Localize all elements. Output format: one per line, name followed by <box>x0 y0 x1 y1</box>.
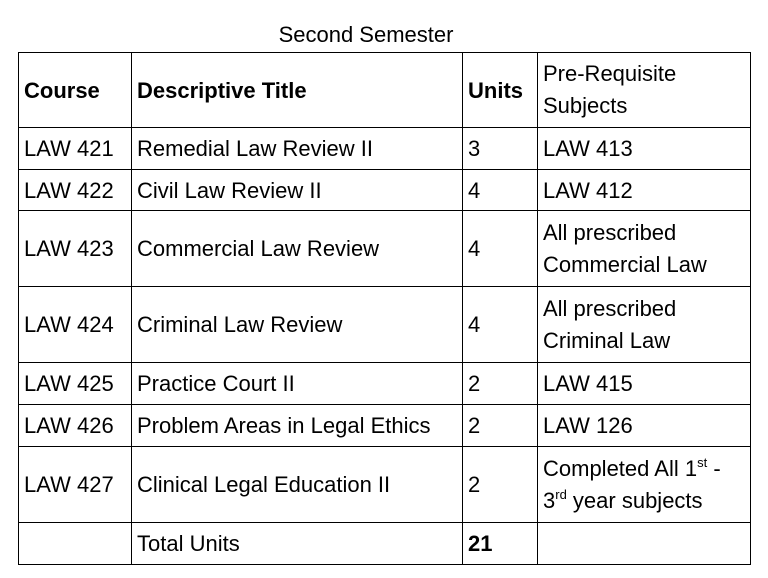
header-title: Descriptive Title <box>132 53 463 128</box>
cell-prereq: LAW 413 <box>538 128 751 170</box>
cell-title: Clinical Legal Education II <box>132 447 463 523</box>
cell-units: 2 <box>463 405 538 447</box>
header-course: Course <box>19 53 132 128</box>
cell-course: LAW 426 <box>19 405 132 447</box>
cell-course: LAW 425 <box>19 363 132 405</box>
header-prereq: Pre-Requisite Subjects <box>538 53 751 128</box>
cell-units: 2 <box>463 363 538 405</box>
total-label: Total Units <box>132 523 463 565</box>
cell-course: LAW 422 <box>19 170 132 211</box>
cell-course: LAW 423 <box>19 211 132 287</box>
cell-title: Civil Law Review II <box>132 170 463 211</box>
table-row <box>19 405 751 447</box>
cell-title: Commercial Law Review <box>132 211 463 287</box>
cell-prereq: LAW 126 <box>538 405 751 447</box>
table-row <box>19 447 751 523</box>
superscript-rd: rd <box>555 486 567 502</box>
cell-units: 2 <box>463 447 538 523</box>
cell-course: LAW 427 <box>19 447 132 523</box>
superscript-st: st <box>697 454 708 470</box>
header-row <box>19 53 751 128</box>
prereq-text-b: - 3 <box>543 455 721 513</box>
table-row <box>19 170 751 211</box>
table-caption: Second Semester <box>278 22 454 47</box>
table-row <box>19 128 751 170</box>
table-row <box>19 211 751 287</box>
cell-course: LAW 424 <box>19 287 132 363</box>
cell-units: 4 <box>463 211 538 287</box>
cell-prereq: All prescribed Criminal Law <box>538 287 751 363</box>
cell-title: Remedial Law Review II <box>132 128 463 170</box>
cell-prereq: LAW 412 <box>538 170 751 211</box>
prereq-text-a: Completed All 1 <box>543 455 698 481</box>
cell-title: Criminal Law Review <box>132 287 463 363</box>
cell-course: LAW 421 <box>19 128 132 170</box>
cell-title: Problem Areas in Legal Ethics <box>132 405 463 447</box>
total-row <box>19 523 751 565</box>
cell-units: 4 <box>463 170 538 211</box>
cell-prereq: All prescribed Commercial Law <box>538 211 751 287</box>
header-units: Units <box>463 53 538 128</box>
cell-units: 4 <box>463 287 538 363</box>
cell-empty <box>538 523 751 565</box>
table-row <box>19 287 751 363</box>
cell-units: 3 <box>463 128 538 170</box>
cell-title: Practice Court II <box>132 363 463 405</box>
cell-prereq <box>538 447 751 523</box>
cell-empty <box>19 523 132 565</box>
total-units: 21 <box>463 523 538 565</box>
table-row <box>19 363 751 405</box>
prereq-text-c: year subjects <box>566 487 703 513</box>
course-table <box>18 52 751 565</box>
cell-prereq: LAW 415 <box>538 363 751 405</box>
